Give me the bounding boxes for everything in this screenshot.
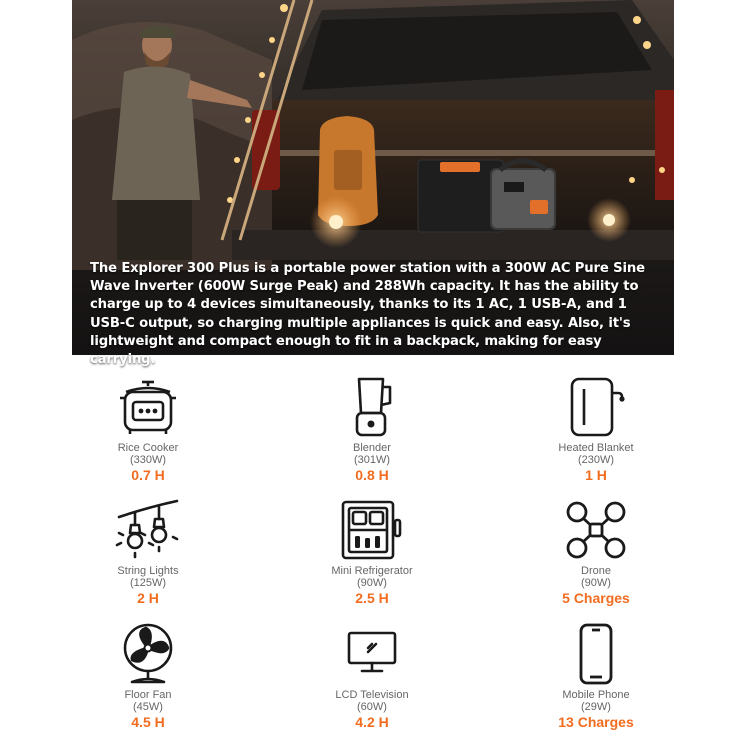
appliance-card — [496, 497, 696, 607]
hero-photo — [72, 0, 674, 368]
appliance-name: LCD Television — [335, 689, 409, 701]
lcd-television-icon — [346, 630, 398, 678]
appliance-name: Mobile Phone — [562, 689, 630, 701]
appliance-wattage: (330W) — [129, 454, 167, 466]
appliance-name: String Lights — [117, 565, 179, 577]
appliance-runtime-grid — [72, 370, 674, 742]
appliance-wattage: (230W) — [577, 454, 615, 466]
appliance-card — [272, 621, 472, 731]
appliance-runtime: 5 Charges — [562, 590, 630, 606]
appliance-runtime: 1 H — [585, 467, 607, 483]
mini-refrigerator-icon — [339, 498, 405, 562]
appliance-name: Drone — [581, 565, 611, 577]
appliance-runtime: 0.7 H — [131, 467, 165, 483]
appliance-name: Mini Refrigerator — [331, 565, 413, 577]
appliance-wattage: (125W) — [129, 577, 167, 589]
appliance-runtime: 2.5 H — [355, 590, 389, 606]
appliance-card — [496, 621, 696, 731]
blender-icon — [349, 375, 395, 439]
appliance-runtime: 4.5 H — [131, 714, 165, 730]
appliance-card — [48, 374, 248, 484]
appliance-name: Blender — [353, 442, 391, 454]
drone-icon — [564, 499, 628, 561]
appliance-card — [272, 374, 472, 484]
appliance-runtime: 0.8 H — [355, 467, 389, 483]
appliance-name: Heated Blanket — [558, 442, 634, 454]
product-description: The Explorer 300 Plus is a portable power station with a 300W AC Pure Sine Wave Inverter (600W Surge Peak) and 288Wh capacity. It has the ability to charge up to 4 devices simultaneously, thanks to its 1 AC, 1 USB-A, and 1 USB-C output, so charging multiple appliances is quick and easy. Also, it's lightweight and compact enough to fit in a backpack, making for easy carrying. — [90, 261, 645, 368]
appliance-card — [48, 497, 248, 607]
appliance-wattage: (60W) — [357, 701, 387, 713]
appliance-wattage: (29W) — [581, 701, 611, 713]
heated-blanket-icon — [566, 375, 626, 439]
appliance-wattage: (301W) — [353, 454, 391, 466]
string-lights-icon — [115, 499, 181, 561]
appliance-wattage: (90W) — [357, 577, 387, 589]
mobile-phone-icon — [578, 622, 614, 686]
appliance-wattage: (45W) — [133, 701, 163, 713]
appliance-runtime: 13 Charges — [558, 714, 634, 730]
appliance-wattage: (90W) — [581, 577, 611, 589]
appliance-card — [496, 374, 696, 484]
appliance-runtime: 2 H — [137, 590, 159, 606]
appliance-name: Rice Cooker — [117, 442, 179, 454]
appliance-runtime: 4.2 H — [355, 714, 389, 730]
appliance-card — [272, 497, 472, 607]
appliance-card — [48, 621, 248, 731]
floor-fan-icon — [120, 622, 176, 686]
appliance-name: Floor Fan — [124, 689, 172, 701]
rice-cooker-icon — [116, 376, 180, 438]
